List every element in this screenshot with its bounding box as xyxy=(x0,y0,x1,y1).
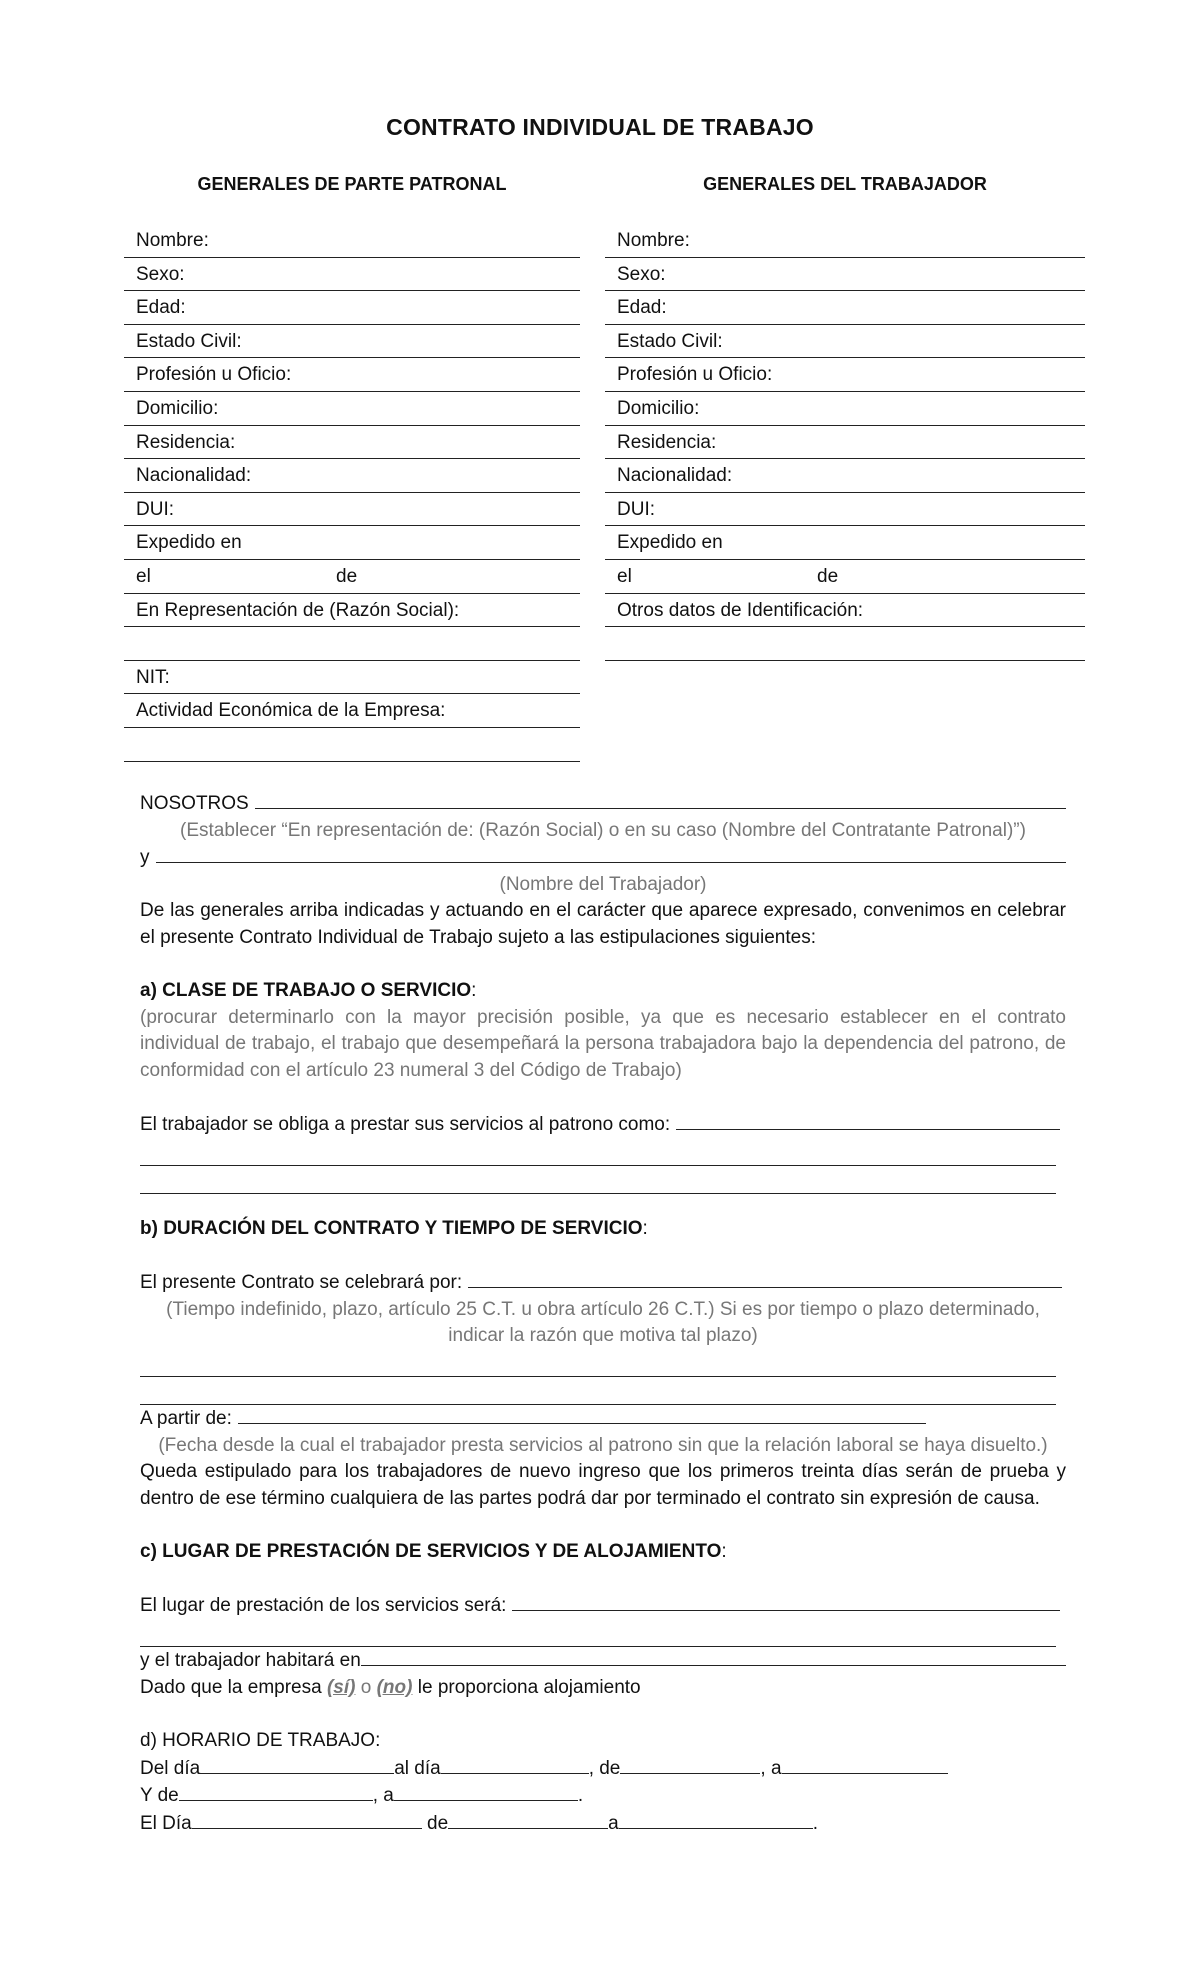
service-as-blank-3[interactable] xyxy=(140,1171,1056,1194)
worker-residence-field[interactable]: Residencia: xyxy=(605,426,1085,460)
duration-hint: (Tiempo indefinido, plazo, artículo 25 C.T. u obra artículo 26 C.T.) Si es por tiempo o plazo determinado, indicar la razón que motiva tal plazo) xyxy=(166,1298,1040,1347)
employer-civil-status-field[interactable]: Estado Civil: xyxy=(124,325,580,359)
intro-paragraph: De las generales arriba indicadas y actuando en el carácter que aparece expresado, convenimos en celebrar el presente Contrato Individual de Trabajo sujeto a las estipulaciones siguientes: xyxy=(140,900,1066,948)
employer-nit-field[interactable]: NIT: xyxy=(124,661,580,695)
schedule-day-from-blank[interactable] xyxy=(200,1755,394,1774)
lodging-no-option[interactable]: (no) xyxy=(376,1677,413,1698)
schedule-line-3: El Día de a . xyxy=(140,1810,1066,1838)
employer-hint: (Establecer “En representación de: (Razón Social) o en su caso (Nombre del Contratante Patronal)”) xyxy=(180,819,1026,841)
worker-age-field[interactable]: Edad: xyxy=(605,291,1085,325)
workplace-blank-2[interactable] xyxy=(140,1624,1056,1647)
worker-other-id-continued[interactable] xyxy=(605,627,1085,661)
worker-other-id-field[interactable]: Otros datos de Identificación: xyxy=(605,594,1085,628)
residence-line: y el trabajador habitará en xyxy=(140,1647,1066,1675)
worker-name-blank[interactable] xyxy=(156,844,1067,863)
schedule-hour-from-blank[interactable] xyxy=(620,1755,760,1774)
employer-name-field[interactable]: Nombre: xyxy=(124,224,580,258)
employer-sex-field[interactable]: Sexo: xyxy=(124,258,580,292)
employer-name-blank[interactable] xyxy=(255,790,1066,809)
employer-heading: GENERALES DE PARTE PATRONAL xyxy=(197,174,507,194)
schedule-line-1: Del día al día , de , a xyxy=(140,1755,1066,1783)
worker-civil-status-field[interactable]: Estado Civil: xyxy=(605,325,1085,359)
workplace-blank[interactable] xyxy=(512,1592,1060,1611)
service-as-blank-2[interactable] xyxy=(140,1143,1056,1166)
schedule-line-2: Y de , a . xyxy=(140,1782,1066,1810)
section-c-heading: c) LUGAR DE PRESTACIÓN DE SERVICIOS Y DE ALOJAMIENTO: xyxy=(140,1541,727,1563)
employer-issued-in-field[interactable]: Expedido en xyxy=(124,526,580,560)
section-a-hint: (procurar determinarlo con la mayor precisión posible, ya que es necesario establecer en el contrato individual de trabajo, el trabajo que desempeñará la persona trabajadora bajo la dependencia del patrono, de conformidad con el artículo 23 numeral 3 del Código de Trabajo) xyxy=(140,1006,1066,1081)
duration-blank-2[interactable] xyxy=(140,1354,1056,1377)
duration-blank[interactable] xyxy=(468,1269,1062,1288)
parties-worker-line: y xyxy=(140,844,1066,872)
schedule-to-blank-2[interactable] xyxy=(394,1782,578,1801)
employer-fields xyxy=(124,224,580,762)
employer-residence-field[interactable]: Residencia: xyxy=(124,426,580,460)
worker-sex-field[interactable]: Sexo: xyxy=(605,258,1085,292)
worker-dui-field[interactable]: DUI: xyxy=(605,493,1085,527)
lodging-line: Dado que la empresa (sí) o (no) le proporciona alojamiento xyxy=(140,1677,641,1698)
duration-blank-3[interactable] xyxy=(140,1382,1056,1405)
probation-paragraph: Queda estipulado para los trabajadores de nuevo ingreso que los primeros treinta días serán de prueba y dentro de ese término cualquiera de las partes podrá dar por terminado el contrato sin expresión de causa. xyxy=(140,1461,1066,1509)
residence-blank[interactable] xyxy=(361,1647,1066,1666)
worker-nationality-field[interactable]: Nacionalidad: xyxy=(605,459,1085,493)
page-title: CONTRATO INDIVIDUAL DE TRABAJO xyxy=(386,114,814,140)
schedule-hour-to-blank[interactable] xyxy=(782,1755,948,1774)
schedule-from-blank-3[interactable] xyxy=(448,1810,608,1829)
service-as-blank[interactable] xyxy=(676,1111,1060,1130)
worker-issued-date-field[interactable]: el de xyxy=(605,560,1085,594)
parties-employer-line: NOSOTROS xyxy=(140,790,1066,818)
worker-fields xyxy=(605,224,1085,661)
employer-domicile-field[interactable]: Domicilio: xyxy=(124,392,580,426)
worker-issued-in-field[interactable]: Expedido en xyxy=(605,526,1085,560)
employer-dui-field[interactable]: DUI: xyxy=(124,493,580,527)
start-date-hint: (Fecha desde la cual el trabajador presta servicios al patrono sin que la relación laboral se haya disuelto.) xyxy=(158,1434,1048,1456)
lodging-yes-option[interactable]: (sí) xyxy=(326,1677,356,1698)
employer-nationality-field[interactable]: Nacionalidad: xyxy=(124,459,580,493)
duration-line: El presente Contrato se celebrará por: xyxy=(140,1269,1066,1297)
employer-profession-field[interactable]: Profesión u Oficio: xyxy=(124,358,580,392)
workplace-line: El lugar de prestación de los servicios será: xyxy=(140,1592,1066,1620)
worker-domicile-field[interactable]: Domicilio: xyxy=(605,392,1085,426)
section-a-heading: a) CLASE DE TRABAJO O SERVICIO: xyxy=(140,980,477,1002)
worker-hint: (Nombre del Trabajador) xyxy=(499,873,707,895)
schedule-day-to-blank[interactable] xyxy=(441,1755,589,1774)
employer-representation-continued[interactable] xyxy=(124,627,580,661)
section-b-heading: b) DURACIÓN DEL CONTRATO Y TIEMPO DE SERVICIO: xyxy=(140,1217,648,1239)
employer-issued-date-field[interactable]: el de xyxy=(124,560,580,594)
section-d-heading: d) HORARIO DE TRABAJO: xyxy=(140,1730,381,1752)
worker-heading: GENERALES DEL TRABAJADOR xyxy=(703,174,987,194)
worker-name-field[interactable]: Nombre: xyxy=(605,224,1085,258)
employer-activity-field[interactable]: Actividad Económica de la Empresa: xyxy=(124,694,580,728)
start-date-blank[interactable] xyxy=(238,1405,926,1424)
employer-age-field[interactable]: Edad: xyxy=(124,291,580,325)
worker-profession-field[interactable]: Profesión u Oficio: xyxy=(605,358,1085,392)
employer-representation-field[interactable]: En Representación de (Razón Social): xyxy=(124,594,580,628)
start-date-line: A partir de: xyxy=(140,1405,1066,1433)
contract-body xyxy=(140,790,1066,1838)
service-as-line: El trabajador se obliga a prestar sus servicios al patrono como: xyxy=(140,1111,1066,1139)
schedule-day-blank-3[interactable] xyxy=(192,1810,422,1829)
schedule-to-blank-3[interactable] xyxy=(619,1810,813,1829)
schedule-from-blank-2[interactable] xyxy=(179,1782,373,1801)
employer-activity-continued[interactable] xyxy=(124,728,580,762)
